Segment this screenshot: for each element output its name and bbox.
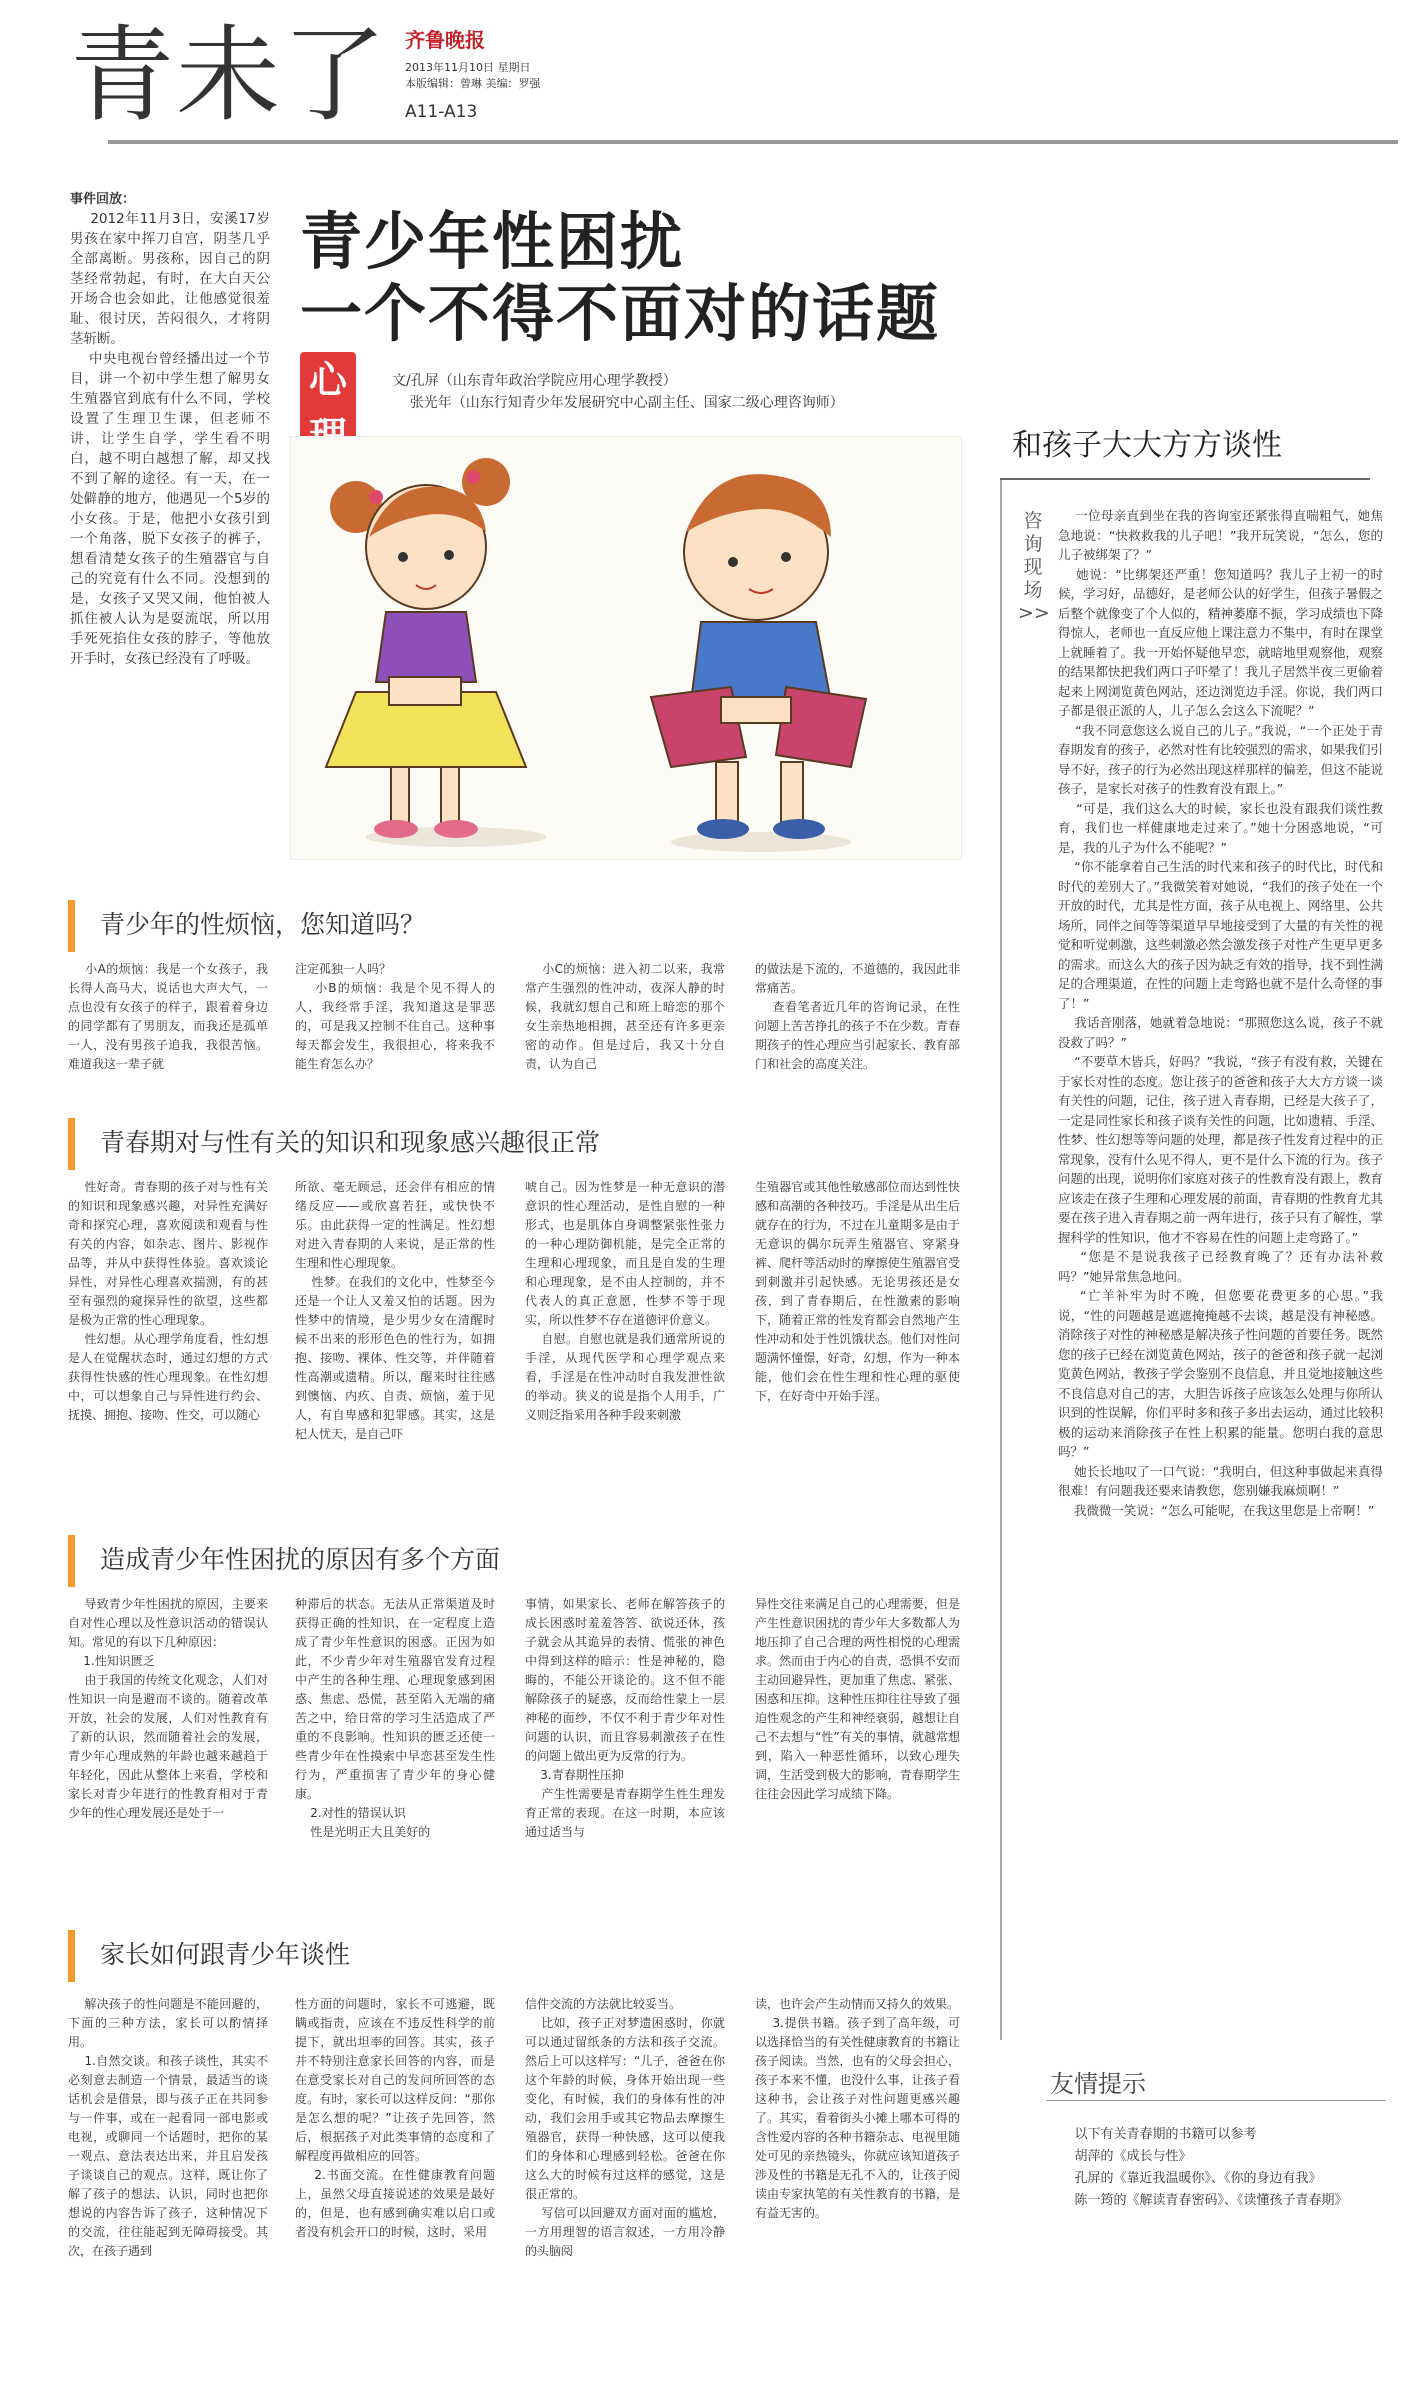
page-range: A11-A13 [405,102,478,122]
children-cartoon-image [291,437,961,859]
tips-title: 友情提示 [1050,2070,1146,2098]
section-1-heading: 青少年的性烦恼，您知道吗？ [100,910,426,939]
side-column-body: 一位母亲直到坐在我的咨询室还紧张得直喘粗气，她焦急地说：“快救救我的儿子吧！”我开玩笑说，“怎么，您的儿子被绑架了？” 她说：“比绑架还严重！您知道吗？我儿子上初一的时候，学习好，品德好，是老师公认的好学生，但孩子暑假之后整个就像变了个人似的，精神萎靡不振，学习成绩也下降得惊人，老师也一直反应他上课注意力不集中，有时在课堂上就睡着了。我一开始怀疑他早恋，就暗地里观察他，观察的结果都快把我们两口子吓晕了！我儿子居然半夜三更偷着起来上网浏览黄色网站，还边浏览边手淫。你说，我们两口子都是很正派的人，儿子怎么会这么下流呢？” “我不同意您这么说自己的儿子。”我说，“一个正处于青春期发育的孩子，必然对性有比较强烈的需求，如果我们引导不好，孩子的行为必然出现这样那样的偏差，但这不能说孩子，是家长对孩子的性教育没有跟上。” “可是，我们这么大的时候，家长也没有跟我们谈性教育，我们也一样健康地走过来了。”她十分困惑地说，“可是，我的儿子为什么不能呢？” “你不能拿着自己生活的时代来和孩子的时代比，时代和时代的差别大了。”我微笑着对她说，“我们的孩子处在一个开放的时代，尤其是性方面，孩子从电视上、网络里、公共场所，同伴之间等等渠道早早地接受到了大量的有关性的视觉和听觉刺激，这些刺激必然会激发孩子对性产生更早更多的需求。而这么大的孩子因为缺乏有效的指导，找不到性满足的合理渠道，在性的问题上走弯路也就不是什么奇怪的事了！” 我话音刚落，她就着急地说：“那照您这么说，孩子不就没救了吗？” “不要草木皆兵，好吗？”我说，“孩子有没有救，关键在于家长对性的态度。您让孩子的爸爸和孩子大大方方谈一谈有关性的问题，记住，孩子进入青春期，已经是大孩子了，一定是同性家长和孩子谈有关性的问题，比如遗精、手淫、性梦、性幻想等等问题的处理，都是孩子性发育过程中的正常现象，没有什么见不得人，更不是什么下流的行为。孩子问题的出现，说明你们家庭对孩子的性教育没有跟上，教育应该走在孩子生理和心理发展的前面，青春期的性教育尤其要在孩子进入青春期之前一两年进行，孩子只有了解性，掌握科学的性知识，他才不容易在性的问题上走弯路了。” “您是不是说我孩子已经教育晚了？还有办法补救吗？”她异常焦急地问。 “亡羊补牢为时不晚，但您要花费更多的心思。”我说，“性的问题越是遮遮掩掩越不去谈，越是没有神秘感。消除孩子对性的神秘感是解决孩子性问题的首要任务。既然您的孩子已经在浏览黄色网站，孩子的爸爸和孩子就一起浏览黄色网站，教孩子学会鉴别不良信息，并且觉地接触这些不良信息对自己的害，大胆告诉孩子应该怎么处理与你所认识到的性误解，你们平时多和孩子多出去运动，通过比较积极的运动来消除孩子在性上积累的能量。您明白我的意思吗？” 她长长地叹了一口气说：“我明白，但这种事做起来真得很难！有问题我还要来请教您，您别嫌我麻烦啊！” 我微微一笑说：“怎么可能呢，在我这里您是上帝啊！” [1058,508,1383,1518]
section-2-col-4: 生殖器官或其他性敏感部位而达到性快感和高潮的各种技巧。手淫是从出生后就存在的行为，不过在儿童期多是由于无意识的偶尔玩弄生殖器官、穿紧身裤、爬杆等活动时的摩擦使生殖器官受到刺激并引起快感。无论男孩还是女孩，到了青春期后，在性激素的影响下，随着正常的性发育都会自然地产生性冲动和处于性饥饿状态。他们对性问题满怀憧憬，好奇，幻想，作为一种本能，他们会在性生理和性心理的驱使下，在好奇中开始手淫。 [755,1180,960,1403]
headline-line-2: 一个不得不面对的话题 [300,277,941,350]
side-column-border [1000,480,1002,2040]
cartoon-illustration [290,436,962,860]
masthead-meta [405,60,541,92]
headline-line-1: 青少年性困扰 [300,205,685,278]
masthead-rule [108,140,1398,144]
editor-credit: 本版编辑：曾琳 美编：罗强 [405,77,541,90]
section-4-col-2: 性方面的问题时，家长不可逃避，既瞒或指责，应该在不违反性科学的前提下，就出坦率的回答。其实，孩子并不特别注意家长回答的内容，而是在意受家长对自己的发问所回答的态度。有时，家长可以这样反问：“那你是怎么想的呢？”让孩子先回答，然后，根据孩子对此类事情的态度和了解程度再做相应的回答。 2.书面交流。在性健康教育问题上，虽然父母直接说述的效果是最好的，但是，也有感到确实难以启口或者没有机会开口的时候，这时，采用 [295,1997,495,2239]
consultation-label: 咨询现场>> [1018,510,1050,624]
section-4-marker [68,1930,75,1982]
section-2-col-3: 唬自己。因为性梦是一种无意识的潜意识的性心理活动，是性自慰的一种形式，也是肌体自身调整紧张性张力的一种心理防御机能，是完全正常的生理和心理现象，而且是自发的生理和心理现象，是不由人控制的，并不代表人的真正意愿，性梦不等于现实，所以性梦不存在道德评价意义。 自慰。自慰也就是我们通常所说的手淫，从现代医学和心理学观点来看，手淫是在性冲动时自我发泄性欲的举动。狭义的说是指个人用手，广义则泛指采用各种手段来刺激 [525,1180,725,1422]
section-1-marker [68,900,75,952]
section-1-col-3: 小C的烦恼：进入初二以来，我常常产生强烈的性冲动，夜深人静的时候，我就幻想自己和班上暗恋的那个女生亲热地相拥，甚至还有许多更亲密的动作。但是过后，我又十分自责，认为自己 [525,962,725,1071]
section-4-col-4: 读，也许会产生动情而又持久的效果。 3.提供书籍。孩子到了高年级，可以选择恰当的有关性健康教育的书籍让孩子阅读。当然，也有的父母会担心，孩子本来不懂，也没什么事，让孩子看这种书，会让孩子对性问题更感兴趣了。其实，看着街头小摊上哪本可得的含性爱内容的各种书籍杂志、电视里随处可见的亲热镜头，你就应该知道孩子涉及性的书籍是无孔不入的，让孩子阅读由专家执笔的有关性教育的书籍，是有益无害的。 [755,1997,960,2220]
section-4-col-3: 信件交流的方法就比较妥当。 比如，孩子正对梦遗困惑时，你就可以通过留纸条的方法和孩子交流。然后上可以这样写：“儿子，爸爸在你这个年龄的时候，身体开始出现一些变化，有时候，我们的身体有性的冲动，我们会用手或其它物品去摩擦生殖器官，获得一种快感，这可以使我们的身体和心理感到轻松。爸爸在你这么大的时候有过这样的感觉，这是很正常的。 写信可以回避双方面对面的尴尬，一方用理智的语言叙述，一方用冷静的头脑阅 [525,1997,725,2258]
section-3-col-1: 导致青少年性困扰的原因，主要来自对性心理以及性意识活动的错误认知。常见的有以下几种原因： 1.性知识匮乏 由于我国的传统文化观念，人们对性知识一向是避而不谈的。随着改革开放，社会的发展，人们对性教育有了新的认识，然而随着社会的发展，青少年心理成熟的年龄也越来越趋于年轻化，因此从整体上来看，学校和家长对青少年进行的性教育相对于青少年的性心理发展还是处于一 [68,1597,268,1820]
side-column-title: 和孩子大大方方谈性 [1012,428,1282,463]
column-badge-text: 心 [308,358,347,402]
event-label: 事件回放： [70,192,136,207]
section-2-marker [68,1118,75,1170]
section-2-heading: 青春期对与性有关的知识和现象感兴趣很正常 [100,1128,601,1157]
section-4-col-1: 解决孩子的性问题是不能回避的，下面的三种方法，家长可以酌情择用。 1.自然交谈。和孩子谈性，其实不必刻意去制造一个情景，最适当的谈话机会是借景，即与孩子正在共同参与一件事，或在一起看同一部电影或电视，或聊同一个话题时，把你的某一观点、意法表达出来，并且启发孩子谈谈自己的观点。这样，既让你了解了孩子的想法、认识，同时也把你想说的内容告诉了孩子，这种情况下的交流，往往能起到无障碍接受。其次，在孩子遇到 [68,1997,268,2258]
section-3-heading: 造成青少年性困扰的原因有多个方面 [100,1545,501,1574]
section-3-col-4: 异性交往来满足自己的心理需要，但是产生性意识困扰的青少年大多数都人为地压抑了自己合理的两性相悦的心理需求。然而由于内心的自责，恐惧不安而主动回避异性，更加重了焦虑、紧张、困惑和压抑。这种性压抑往往导致了强迫性观念的产生和神经衰弱，越想让自己不去想与“性”有关的事情，就越常想到，陷入一种恶性循环，以致心理失调，生活受到极大的影响，青春期学生往往会因此学习成绩下降。 [755,1597,960,1801]
side-title-rule [1000,478,1370,480]
issue-date: 2013年11月10日 星期日 [405,61,531,74]
newspaper-logo: 齐鲁晚报 [405,28,485,52]
event-text: 2012年11月3日，安溪17岁男孩在家中挥刀自宫，阴茎几乎全部离断。男孩称，因自己的阴茎经常勃起，有时，在大白天公开场合也会如此，让他感觉很羞耻、很讨厌，苦闷很久，才将阴茎斩断。 中央电视台曾经播出过一个节目，讲一个初中学生想了解男女生殖器官到底有什么不同，学校设置了生理卫生课，但老师不讲，让学生自学，学生看不明白，越不明白越想了解，却又找不到了解的途径。有一天，在一处僻静的地方，他遇见一个5岁的小女孩。于是，他把小女孩引到一个角落，脱下女孩子的裤子，想看清楚女孩子的生殖器官与自己的究竟有什么不同。没想到的是，女孩子又哭又闹，他怕被人抓住被人认为是耍流氓，所以用手死死掐住女孩的脖子，等他放开手时，女孩已经没有了呼吸。 [70,211,270,667]
tips-rule [1046,2100,1386,2101]
section-3-col-3: 事情，如果家长、老师在解答孩子的成长困惑时羞羞答答、欲说还休，孩子就会从其诡异的表情、慌张的神色中得到这样的暗示：性是神秘的，隐晦的，不能公开谈论的。这不但不能解除孩子的疑惑，反而给性蒙上一层神秘的面纱，不仅不利于青少年对性问题的认识，而且容易刺激孩子在性的问题上做出更为反常的行为。 3.青春期性压抑 产生性需要是青春期学生性生理发育正常的表现。在这一时期，本应该通过适当与 [525,1597,725,1839]
byline: 文/孔屏（山东青年政治学院应用心理学教授） 张光年（山东行知青少年发展研究中心副主任、国家二级心理咨询师） [392,373,844,411]
boy-figure [651,474,866,839]
section-1-col-4: 的做法是下流的，不道德的，我因此非常痛苦。 查看笔者近几年的咨询记录，在性问题上苦苦挣扎的孩子不在少数。青春期孩子的性心理应当引起家长、教育部门和社会的高度关注。 [755,962,960,1071]
section-4-heading: 家长如何跟青少年谈性 [100,1940,351,1969]
section-2-col-2: 所欲、毫无顾忌，还会伴有相应的情绪反应——或欣喜若狂，或快快不乐。由此获得一定的性满足。性幻想对进入青春期的人来说，是正常的性生理和性心理现象。 性梦。在我们的文化中，性梦至今还是一个让人又羞又怕的话题。因为性梦中的情境，是少男少女在清醒时候不出来的形形色色的性行为，如拥抱、接吻、裸体、性交等，并伴随着性高潮或遗精。所以，醒来时往往感到懊恼、内疚、自责、烦恼，羞于见人，有自卑感和犯罪感。其实，这是杞人忧天，是自己吓 [295,1180,495,1441]
section-3-marker [68,1535,75,1587]
girl-figure [326,458,526,838]
article-headline [300,206,940,350]
tips-body: 以下有关青春期的书籍可以参考 胡萍的《成长与性》 孔屏的《靠近我温暖你》、《你的身边有我》 陈一筠的《解读青春密码》、《读懂孩子青春期》 [1074,2127,1348,2208]
section-2-col-1: 性好奇。青春期的孩子对与性有关的知识和现象感兴趣，对异性充满好奇和探究心理，喜欢阅读和观看与性有关的内容，如杂志、图片、影视作品等，并从中获得性体验。喜欢谈论异性，对异性心理喜欢揣测，有的甚至有强烈的窥探异性的欲望，这些都是极为正常的性心理现象。 性幻想。从心理学角度看，性幻想是人在觉醒状态时，通过幻想的方式获得性快感的性心理现象。在性幻想中，可以想象自己与异性进行约会、抚摸、拥抱、接吻、性交，可以随心 [68,1180,268,1422]
event-recap [70,190,270,870]
section-1-col-1: 小A的烦恼：我是一个女孩子，我长得人高马大，说话也大声大气，一点也没有女孩子的样子，跟着着身边的同学都有了男朋友，而我还是孤单一人，没有男孩子追我，我很苦恼。难道我这一辈子就 [68,962,268,1071]
page-masthead-title: 青未了 [70,14,389,136]
section-3-col-2: 种滞后的状态。无法从正常渠道及时获得正确的性知识，在一定程度上造成了青少年性意识的困惑。正因为如此，不少青少年对生殖器官发育过程中产生的各种生理、心理现象感到困惑、焦虑、恐慌，甚至陷入无端的痛苦之中，给日常的学习生活造成了严重的不良影响。性知识的匮乏还使一些青少年在性摸索中早恋甚至发生性行为，严重损害了青少年的身心健康。 2.对性的错误认识 性是光明正大且美好的 [295,1597,495,1839]
section-1-col-2: 注定孤独一人吗？ 小B的烦恼：我是个见不得人的人，我经常手淫，我知道这是罪恶的，可是我又控制不住自己。这种事每天都会发生，我很担心，将来我不能生育怎么办？ [295,962,495,1071]
